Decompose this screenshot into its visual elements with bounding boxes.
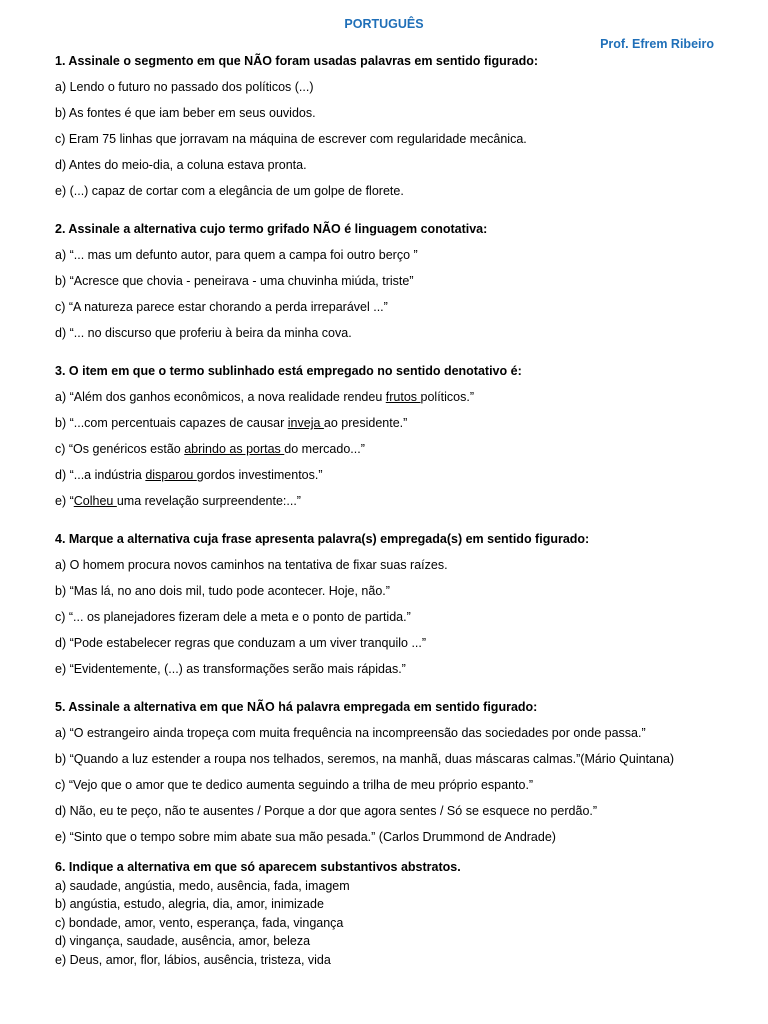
question-4 <box>55 531 745 677</box>
option-d <box>55 467 745 483</box>
question-5 <box>55 699 745 845</box>
option-a: a) O homem procura novos caminhos na tentativa de fixar suas raízes. <box>55 558 448 572</box>
option-text: uma revelação surpreendente:...” <box>116 494 301 508</box>
option-a: a) Lendo o futuro no passado dos políticos (...) <box>55 80 314 94</box>
option-text: e) “ <box>55 494 74 508</box>
option-text: c) “Os genéricos estão <box>55 442 185 456</box>
option-c <box>55 441 745 457</box>
option-b: b) “Acresce que chovia - peneirava - uma chuvinha miúda, triste” <box>55 274 414 288</box>
question-3 <box>55 363 745 509</box>
option-c: c) Eram 75 linhas que jorravam na máquina de escrever com regularidade mecânica. <box>55 132 527 146</box>
question-stem: 6. Indique a alternativa em que só aparecem substantivos abstratos. <box>55 860 461 874</box>
question-stem: 3. O item em que o termo sublinhado está empregado no sentido denotativo é: <box>55 364 522 378</box>
option-c: c) “... os planejadores fizeram dele a meta e o ponto de partida.” <box>55 610 411 624</box>
question-stem: 5. Assinale a alternativa em que NÃO há palavra empregada em sentido figurado: <box>55 700 538 714</box>
question-2 <box>55 221 745 341</box>
option-a <box>55 389 745 405</box>
option-d: d) “Pode estabelecer regras que conduzam a um viver tranquilo ...” <box>55 636 427 650</box>
option-b: b) angústia, estudo, alegria, dia, amor, inimizade <box>55 897 324 911</box>
underlined-term: inveja <box>287 416 324 430</box>
option-e: e) “Sinto que o tempo sobre mim abate sua mão pesada.” (Carlos Drummond de Andrade) <box>55 830 556 844</box>
option-text: ao presidente.” <box>323 416 408 430</box>
option-b: b) As fontes é que iam beber em seus ouvidos. <box>55 106 316 120</box>
option-text: d) “...a indústria <box>55 468 146 482</box>
underlined-term: frutos <box>385 390 421 404</box>
option-a: a) saudade, angústia, medo, ausência, fada, imagem <box>55 878 350 893</box>
option-d: d) “... no discurso que proferiu à beira da minha cova. <box>55 326 352 340</box>
option-text: políticos.” <box>420 390 475 404</box>
option-text: a) “Além dos ganhos econômicos, a nova realidade rendeu <box>55 390 386 404</box>
option-e: e) Deus, amor, flor, lábios, ausência, tristeza, vida <box>55 952 331 967</box>
option-b <box>55 415 745 431</box>
underlined-term: abrindo as portas <box>184 442 285 456</box>
option-d: d) vingança, saudade, ausência, amor, beleza <box>55 934 311 948</box>
question-6 <box>55 858 745 969</box>
option-text: do mercado...” <box>284 442 365 456</box>
option-b: b) “Quando a luz estender a roupa nos telhados, seremos, na manhã, duas máscaras calmas.”(Mário Quintana) <box>55 752 675 766</box>
question-1 <box>55 53 745 199</box>
author-name: Prof. Efrem Ribeiro <box>600 37 714 51</box>
option-d: d) Antes do meio-dia, a coluna estava pronta. <box>55 158 307 172</box>
option-a: a) “O estrangeiro ainda tropeça com muita frequência na incompreensão das sociedades por onde passa.” <box>55 726 646 740</box>
option-a: a) “... mas um defunto autor, para quem a campa foi outro berço ” <box>55 248 418 262</box>
option-c: c) bondade, amor, vento, esperança, fada, vingança <box>55 915 344 930</box>
underlined-term: Colheu <box>73 494 117 508</box>
option-b: b) “Mas lá, no ano dois mil, tudo pode acontecer. Hoje, não.” <box>55 584 390 598</box>
question-stem: 4. Marque a alternativa cuja frase apresenta palavra(s) empregada(s) em sentido figurado: <box>55 532 590 546</box>
question-stem: 1. Assinale o segmento em que NÃO foram usadas palavras em sentido figurado: <box>55 54 539 68</box>
underlined-term: disparou <box>145 468 197 482</box>
option-c: c) “A natureza parece estar chorando a perda irreparável ...” <box>55 300 388 314</box>
option-d: d) Não, eu te peço, não te ausentes / Porque a dor que agora sentes / Só se esquece no perdão.” <box>55 804 598 818</box>
page-title: PORTUGUÊS <box>344 17 424 31</box>
question-stem: 2. Assinale a alternativa cujo termo grifado NÃO é linguagem conotativa: <box>55 222 488 236</box>
option-e: e) “Evidentemente, (...) as transformações serão mais rápidas.” <box>55 662 406 676</box>
option-text: gordos investimentos.” <box>196 468 323 482</box>
option-c: c) “Vejo que o amor que te dedico aumenta seguindo a trilha de meu próprio espanto.” <box>55 778 534 792</box>
option-e: e) (...) capaz de cortar com a elegância de um golpe de florete. <box>55 184 404 198</box>
option-text: b) “...com percentuais capazes de causar <box>55 416 288 430</box>
option-e <box>55 493 745 509</box>
